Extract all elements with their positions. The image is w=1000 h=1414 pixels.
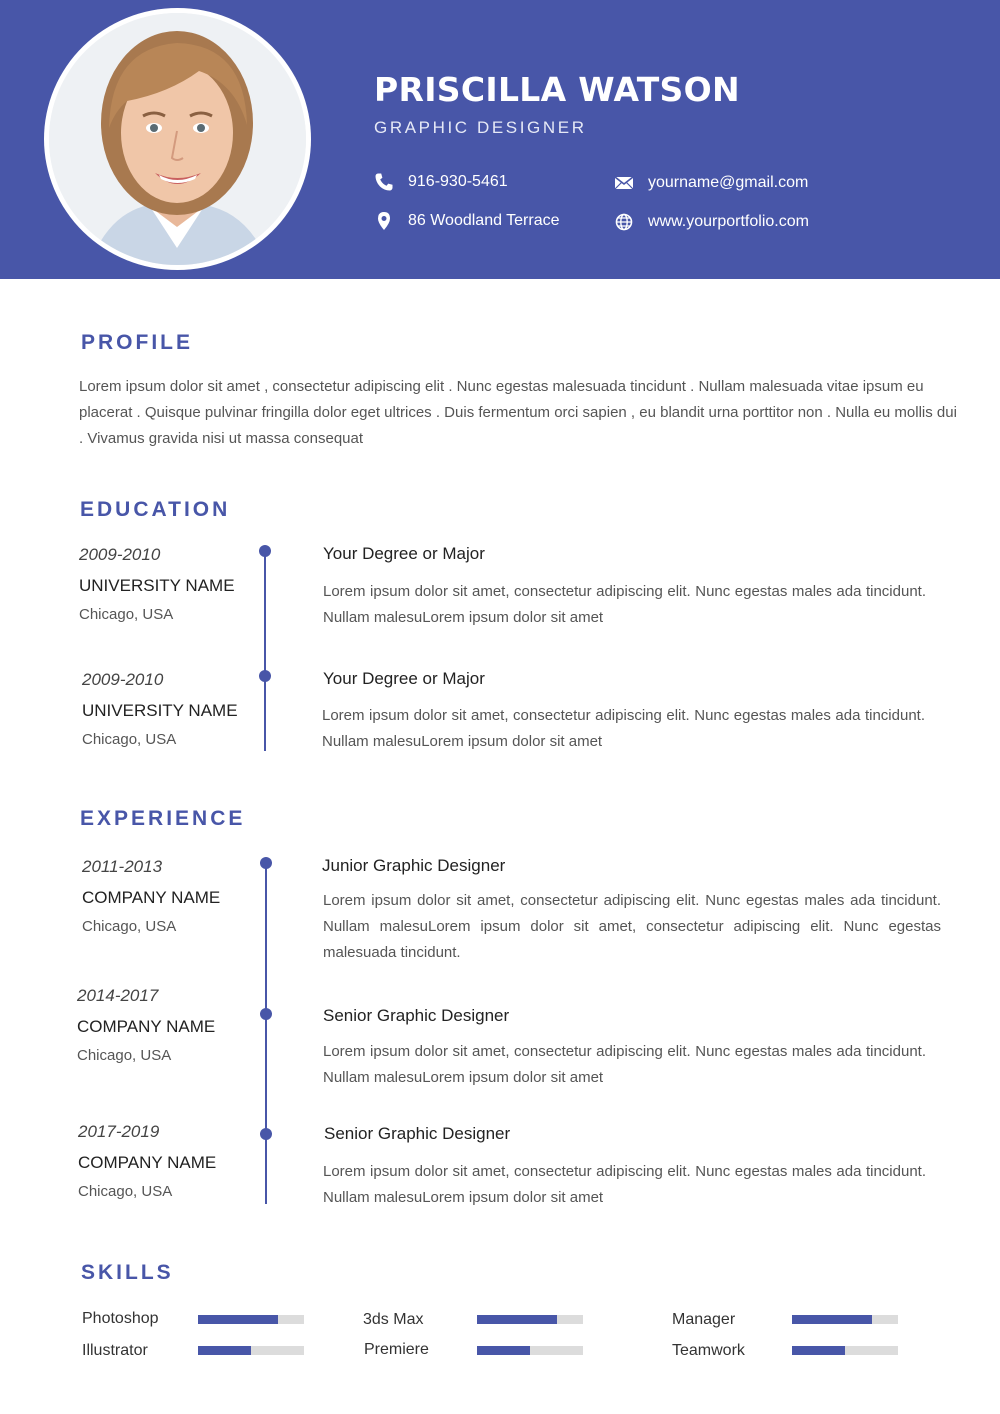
- education-description: Lorem ipsum dolor sit amet, consectetur adipiscing elit. Nunc egestas males ada tincidunt. Nullam malesuLorem ipsum dolor sit amet: [323, 583, 926, 626]
- experience-heading: EXPERIENCE: [80, 807, 246, 830]
- degree-title: Your Degree or Major: [323, 669, 485, 688]
- skill-bar: [198, 1346, 304, 1355]
- company-name: COMPANY NAME: [77, 1017, 216, 1036]
- timeline-dot: [259, 670, 271, 682]
- education-timeline-line: [264, 551, 266, 751]
- experience-location: Chicago, USA: [82, 918, 177, 935]
- profile-text: Lorem ipsum dolor sit amet , consectetur adipiscing elit . Nunc egestas malesuada tincidunt . Nullam malesuada vitae ipsum eu placerat . Quisque pulvinar fringilla dolor eget ultrices . Duis fermentum orci sapien , eu blandit urna porttitor non . Nulla eu mollis dui . Vivamus gravida nisi ut massa consequat: [79, 378, 957, 447]
- experience-description: Lorem ipsum dolor sit amet, consectetur adipiscing elit. Nunc egestas males ada tincidunt. Nullam malesuLorem ipsum dolor sit amet: [323, 1163, 926, 1206]
- street-address: 86 Woodland Terrace: [408, 212, 560, 229]
- skill-bar: [792, 1315, 898, 1324]
- university-name: UNIVERSITY NAME: [79, 576, 235, 595]
- experience-description: Lorem ipsum dolor sit amet, consectetur adipiscing elit. Nunc egestas males ada tincidunt. Nullam malesuLorem ipsum dolor sit amet: [323, 1043, 926, 1086]
- contact-address: [374, 211, 560, 231]
- education-heading: EDUCATION: [80, 498, 231, 521]
- skill-bar-fill: [792, 1315, 872, 1324]
- skill-name: Illustrator: [82, 1342, 148, 1359]
- skill-name: Teamwork: [672, 1342, 745, 1359]
- phone-number: 916-930-5461: [408, 173, 508, 190]
- skill-name: Photoshop: [82, 1310, 159, 1327]
- skills-heading: SKILLS: [81, 1261, 174, 1284]
- education-date: 2009-2010: [79, 545, 161, 564]
- skill-bar-fill: [792, 1346, 845, 1355]
- skill-name: Manager: [672, 1311, 736, 1328]
- timeline-dot: [260, 1008, 272, 1020]
- experience-description: Lorem ipsum dolor sit amet, consectetur adipiscing elit. Nunc egestas males ada tincidunt. Nullam malesuLorem ipsum dolor sit amet, consectetur adipiscing elit. Nunc egestas malesuada tincidunt.: [323, 892, 941, 961]
- experience-location: Chicago, USA: [78, 1183, 173, 1200]
- phone-icon: [374, 172, 394, 192]
- header-banner: [0, 0, 1000, 279]
- experience-date: 2014-2017: [77, 986, 159, 1005]
- degree-title: Your Degree or Major: [323, 544, 485, 563]
- experience-timeline-line: [265, 862, 267, 1204]
- skill-bar: [198, 1315, 304, 1324]
- university-name: UNIVERSITY NAME: [82, 701, 238, 720]
- skill-bar-fill: [477, 1315, 557, 1324]
- timeline-dot: [259, 545, 271, 557]
- location-pin-icon: [374, 211, 394, 231]
- company-name: COMPANY NAME: [78, 1153, 217, 1172]
- timeline-dot: [260, 1128, 272, 1140]
- skill-bar: [477, 1315, 583, 1324]
- experience-date: 2011-2013: [82, 857, 163, 876]
- profile-heading: PROFILE: [81, 331, 194, 354]
- timeline-dot: [260, 857, 272, 869]
- job-role: Senior Graphic Designer: [324, 1124, 511, 1143]
- skill-bar-fill: [198, 1346, 251, 1355]
- job-role: Junior Graphic Designer: [322, 856, 506, 875]
- education-description: Lorem ipsum dolor sit amet, consectetur adipiscing elit. Nunc egestas males ada tincidunt. Nullam malesuLorem ipsum dolor sit amet: [322, 707, 925, 750]
- skill-name: Premiere: [364, 1341, 429, 1358]
- job-role: Senior Graphic Designer: [323, 1006, 510, 1025]
- skill-bar: [792, 1346, 898, 1355]
- email-address: yourname@gmail.com: [648, 174, 809, 191]
- skill-name: 3ds Max: [363, 1311, 424, 1328]
- skill-bar-fill: [198, 1315, 278, 1324]
- contact-phone[interactable]: [374, 172, 508, 192]
- portrait-illustration: [49, 13, 306, 265]
- candidate-name: PRISCILLA WATSON: [374, 70, 740, 109]
- envelope-icon: [614, 173, 634, 193]
- job-title: GRAPHIC DESIGNER: [374, 118, 587, 137]
- contact-website[interactable]: [614, 212, 809, 232]
- skill-bar: [477, 1346, 583, 1355]
- education-location: Chicago, USA: [79, 606, 174, 623]
- skill-bar-fill: [477, 1346, 530, 1355]
- education-location: Chicago, USA: [82, 731, 177, 748]
- profile-photo: [49, 13, 306, 265]
- company-name: COMPANY NAME: [82, 888, 221, 907]
- education-date: 2009-2010: [82, 670, 164, 689]
- website-url: www.yourportfolio.com: [648, 213, 809, 230]
- contact-email[interactable]: [614, 173, 808, 193]
- experience-location: Chicago, USA: [77, 1047, 172, 1064]
- experience-date: 2017-2019: [78, 1122, 160, 1141]
- globe-icon: [614, 212, 634, 232]
